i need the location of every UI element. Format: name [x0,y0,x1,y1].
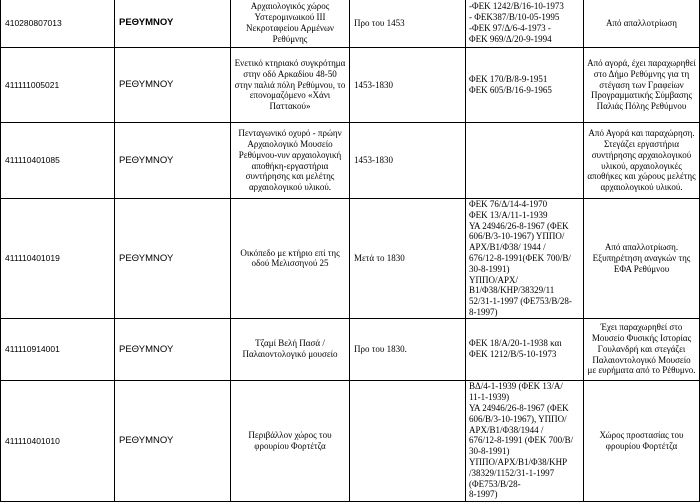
fek-line: ΦΕΚ 1212/Β/5-10-1973 [469,349,557,360]
monument-description: Περιβάλλον χώρος του φρουρίου Φορτέτζα [231,380,350,501]
period: Μετά το 1830 [350,199,466,319]
fek-line: /38329/1152/31-1-1997 [469,467,555,478]
fek-line: Β1/Φ38/ΚΗΡ/38329/11 [469,285,555,296]
period [350,380,466,501]
table-row [1,380,700,501]
fek-line: ΦΕΚ 18/Α/20-1-1938 και [469,338,562,349]
period: 1453-1830 [350,48,466,123]
city-name: ΡΕΘΥΜΝΟΥ [115,199,231,319]
property-code: 411110401019 [1,199,115,319]
property-code: 411111005021 [1,48,115,123]
property-code: 411110401085 [1,123,115,199]
property-code: 410280807013 [1,0,115,48]
status-note: Από Αγορά και παραχώρηση. Στεγάζει εργαστήρια συντήρησης αρχαιολογικού υλικού, αρχαιολογικές αποθήκες και χώρους μελέτης αρχαιολογικού υλικού. [584,123,700,199]
fek-line: 676/12-8-1991 (ΦΕΚ 700/Β/ [469,435,574,446]
status-note: Από απαλλοτρίωση. Εξυπηρέτηση αναγκών της ΕΦΑ Ρεθύμνου [584,199,700,319]
status-note: Έχει παραχωρηθεί στο Μουσείο Φυσικής Ιστορίας Γουλανδρή και στεγάζει Παλαιοντολογικό Μουσείο με ευρήματα από το Ρέθυμνο. [584,318,700,380]
fek-line: -ΦΕΚ 1242/Β/16-10-1973 [469,1,564,12]
fek-line: -ΦΕΚ 97/Δ/6-4-1973 - [469,23,551,33]
table-row [1,48,700,123]
fek-line: ΥΑ 24946/26-8-1967 (ΦΕΚ [469,402,569,413]
property-code: 411110914001 [1,318,115,380]
city-name: ΡΕΘΥΜΝΟΥ [115,318,231,380]
city-name: ΡΕΘΥΜΝΟΥ [115,380,231,501]
fek-line: ΦΕΚ 13/Α/11-1-1939 [469,209,548,220]
table-row [1,199,700,319]
fek-line: ΦΕΚ 76/Δ/14-4-1970 [469,199,548,209]
property-code: 411110401010 [1,380,115,501]
fek-line: ΑΡΧ/Β1/Φ38/1944 / [469,424,544,435]
table-row [1,318,700,380]
fek-references [466,380,584,501]
fek-references [466,199,584,319]
table-row [1,123,700,199]
city-name: ΡΕΘΥΜΝΟΥ [115,48,231,123]
monument-description: Πενταγωνικό οχυρό - πρώην Αρχαιολογικό Μουσείο Ρεθύμνου-νυν αρχαιολογική αποθήκη-εργαστήρια συντήρησης και μελέτης αρχαιολογικού υλικού. [231,123,350,199]
period: 1453-1830 [350,123,466,199]
fek-references [466,318,584,380]
city-name: ΡΕΘΥΜΝΟΥ [115,123,231,199]
fek-line: ΥΑ 24946/26-8-1967 (ΦΕΚ [469,220,569,231]
fek-line: 8-1997) [469,489,498,500]
monument-description: Ενετικό κτηριακό συγκρότημα στην οδό Αρκαδίου 48-50 στην παλιά πόλη Ρεθύμνου, το επονομαζόμενο «Χάνι Παττακού» [231,48,350,123]
fek-line: 606/Β/3-10-1967), ΥΠΠΟ/ [469,413,567,424]
fek-references [466,123,584,199]
table-row [1,0,700,48]
fek-line: 52/31-1-1997 (ΦΕ753/Β/28- [469,296,572,307]
fek-line: ΥΠΠΟ/ΑΡΧ/ [469,274,519,285]
fek-line: 676/12-8-1991(ΦΕΚ 700/Β/ [469,252,571,263]
fek-references [466,48,584,123]
status-note: Από απαλλοτρίωση [584,0,700,48]
fek-line: 8-1997) [469,306,498,317]
fek-line: ΥΠΠΟ/ΑΡΧ/Β1/Φ38/ΚΗΡ [469,456,568,467]
monument-description: Αρχαιολογικός χώρος Υστερομινωικού ΙΙΙ Νεκροταφείου Αρμένων Ρεθύμνης [231,0,350,48]
fek-references [466,0,584,48]
period: Προ του 1453 [350,0,466,48]
status-note: Χώρος προστασίας του φρουρίου Φορτέτζα [584,380,700,501]
fek-line: ΒΔ/4-1-1939 (ΦΕΚ 13/Α/ [469,381,563,392]
fek-line: 30-8-1991) [469,263,510,274]
city-name: ΡΕΘΥΜΝΟΥ [115,0,231,48]
status-note: Από αγορά, έχει παραχωρηθεί στο Δήμο Ρεθύμνης για τη στέγαση των Γραφείων Προγραμματικής Σύμβασης Παλιάς Πόλης Ρεθύμνου [584,48,700,123]
fek-line: - ΦΕΚ387/Β/10-05-1995 [469,12,560,23]
fek-line: ΦΕΚ 969/Δ/20-9-1994 [469,33,552,44]
fek-line: 30-8-1991) [469,446,510,457]
fek-line: (ΦΕ753/Β/28- [469,478,521,489]
fek-line: ΦΕΚ 605/Β/16-9-1965 [469,85,552,95]
fek-line: 11-1-1939) [469,392,510,403]
monument-description: Οικόπεδο με κτήριο επί της οδού Μελισσηνού 25 [231,199,350,319]
monument-description: Τζαμί Βελή Πασά / Παλαιοντολογικό μουσείο [231,318,350,380]
fek-line: ΦΕΚ 170/Β/8-9-1951 [469,74,548,85]
fek-line: ΑΡΧ/Β1/Φ38/ 1944 / [469,242,546,253]
period: Προ του 1830. [350,318,466,380]
fek-line: 606/Β/3-10-1967) ΥΠΠΟ/ [469,231,565,242]
